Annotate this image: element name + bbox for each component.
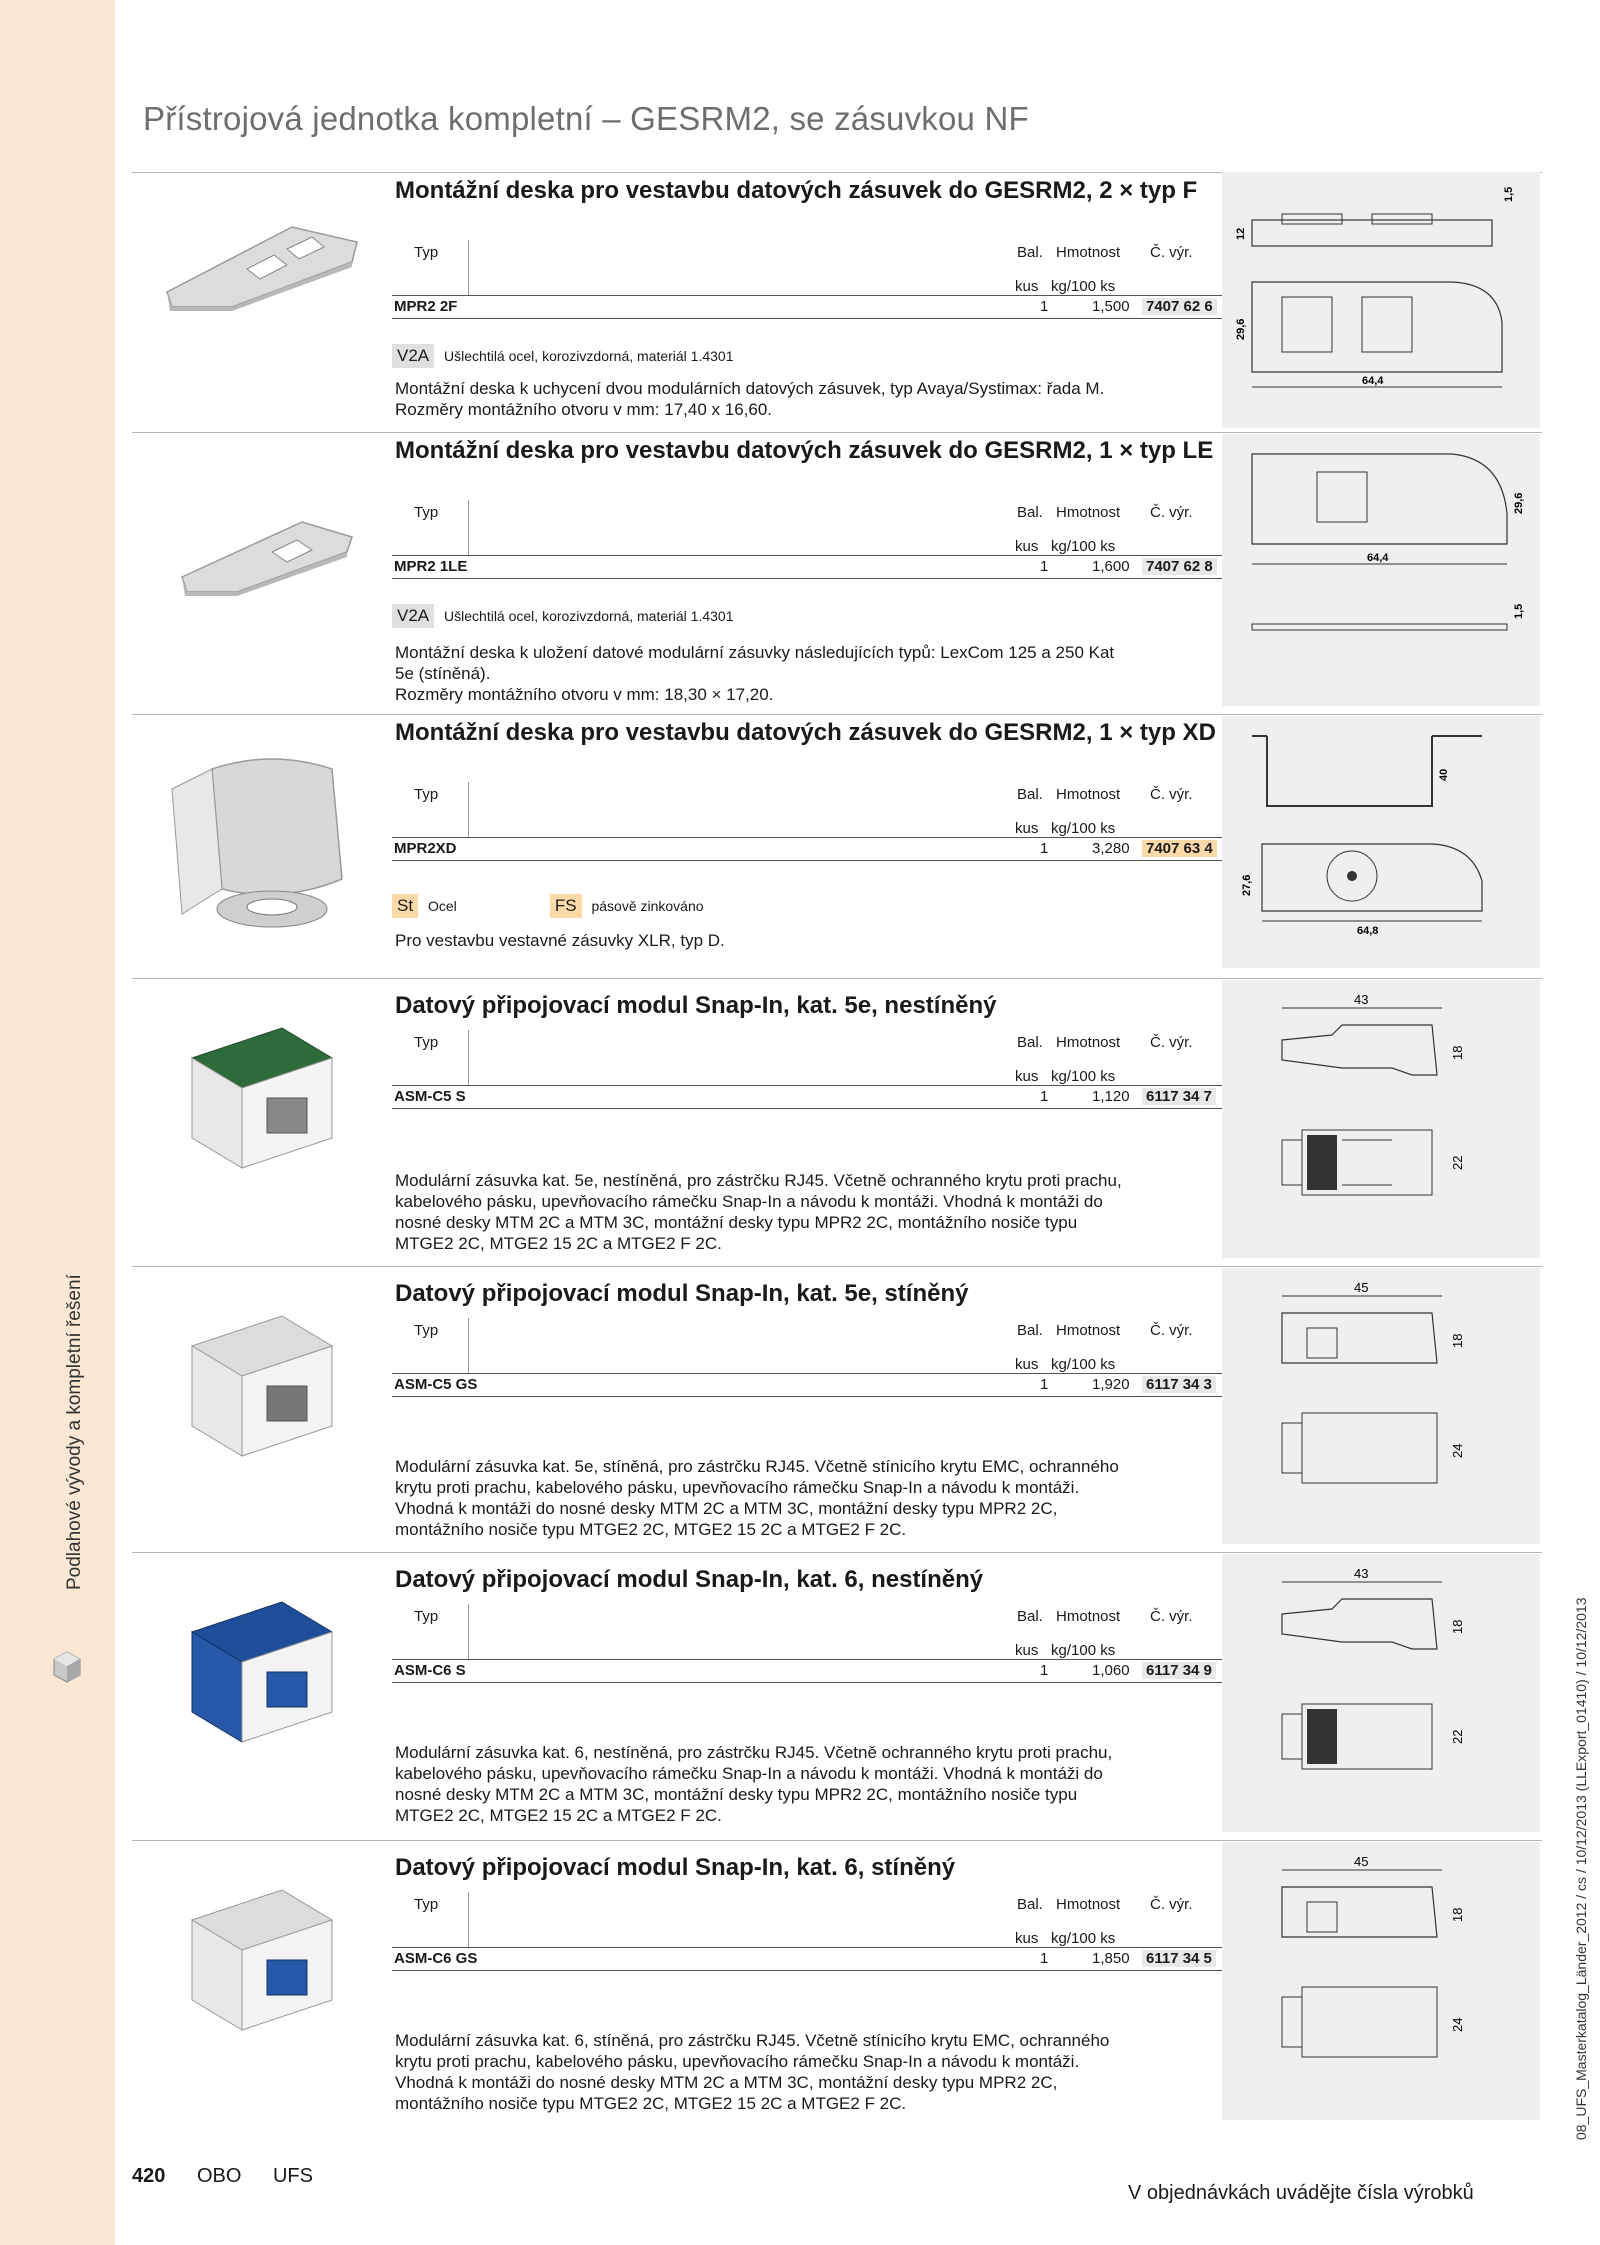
header-cislo: Č. výr. xyxy=(1150,1608,1193,1625)
header-typ: Typ xyxy=(414,1034,439,1051)
product-weight: 1,920 xyxy=(1092,1376,1130,1393)
material-tag: V2A xyxy=(392,604,434,628)
unit-hmotnost: kg/100 ks xyxy=(1051,1068,1116,1085)
dim-label: 43 xyxy=(1354,992,1369,1007)
product-type-code: ASM-C6 GS xyxy=(394,1950,478,1967)
desc-line: Modulární zásuvka kat. 6, stíněná, pro zástrčku RJ45. Včetně stínicího krytu EMC, ochranného xyxy=(395,2031,1110,2050)
product-section-asm-c5-gs xyxy=(132,1266,1542,1550)
material-text: Ušlechtilá ocel, korozivzdorná, materiál 1.4301 xyxy=(444,608,734,624)
product-weight: 1,060 xyxy=(1092,1662,1130,1679)
product-weight: 1,120 xyxy=(1092,1088,1130,1105)
footer-left xyxy=(132,2165,313,2188)
product-type-code: MPR2XD xyxy=(394,840,457,857)
product-description xyxy=(395,1170,1355,1254)
row-rule xyxy=(392,578,1345,579)
desc-line: montážního nosiče typu MTGE2 2C, MTGE2 15 2C a MTGE2 F 2C. xyxy=(395,2094,907,2113)
product-section-asm-c6-s xyxy=(132,1552,1542,1838)
unit-hmotnost: kg/100 ks xyxy=(1051,538,1116,555)
desc-line: Modulární zásuvka kat. 5e, stíněná, pro zástrčku RJ45. Včetně stínicího krytu EMC, ochranného xyxy=(395,1457,1119,1476)
dim-label: 22 xyxy=(1450,1155,1465,1170)
column-divider xyxy=(468,500,469,555)
technical-drawing-c6gs xyxy=(1222,1842,1540,2120)
product-number: 6117 34 7 xyxy=(1142,1088,1216,1105)
product-photo-module-c5gs xyxy=(152,1306,382,1491)
desc-line: MTGE2 2C, MTGE2 15 2C a MTGE2 F 2C. xyxy=(395,1234,722,1253)
product-section-asm-c5-s xyxy=(132,978,1542,1264)
side-category-label: Podlahové vývody a kompletní řešení xyxy=(64,1274,85,1590)
product-type-code: ASM-C5 GS xyxy=(394,1376,478,1393)
dim-label: 12 xyxy=(1235,227,1247,240)
technical-drawing-c5gs xyxy=(1222,1268,1540,1544)
unit-bal: kus xyxy=(1015,1642,1039,1659)
unit-bal: kus xyxy=(1015,538,1039,555)
product-section-asm-c6-gs xyxy=(132,1840,1542,2130)
product-weight: 1,850 xyxy=(1092,1950,1130,1967)
dim-label: 24 xyxy=(1450,1443,1465,1458)
product-table xyxy=(392,1892,1345,1992)
row-rule xyxy=(392,555,1345,556)
header-bal: Bal. xyxy=(1017,1608,1043,1625)
column-divider xyxy=(468,782,469,837)
row-rule xyxy=(392,1396,1345,1397)
footer-series: UFS xyxy=(272,2165,313,2187)
catalog-export-label: 08_UFS_Masterkatalog_Länder_2012 / cs / 10/12/2013 (LLExport_01410) / 10/12/2013 xyxy=(1573,1597,1589,2140)
unit-bal: kus xyxy=(1015,278,1039,295)
unit-bal: kus xyxy=(1015,1356,1039,1373)
section-title: Datový připojovací modul Snap-In, kat. 6, stíněný xyxy=(395,1854,956,1881)
dim-label: 64,8 xyxy=(1357,925,1379,937)
dim-label: 1,5 xyxy=(1503,186,1515,202)
product-weight: 1,500 xyxy=(1092,298,1130,315)
material-line xyxy=(392,604,734,628)
header-bal: Bal. xyxy=(1017,244,1043,261)
section-title: Datový připojovací modul Snap-In, kat. 5e, nestíněný xyxy=(395,992,997,1019)
desc-line: Modulární zásuvka kat. 6, nestíněná, pro zástrčku RJ45. Včetně ochranného krytu proti prachu, xyxy=(395,1743,1113,1762)
technical-drawing-c6s xyxy=(1222,1554,1540,1832)
section-title: Montážní deska pro vestavbu datových zásuvek do GESRM2, 1 × typ LE xyxy=(395,437,1214,464)
desc-line: Vhodná k montáži do nosné desky MTM 2C a MTM 3C, montážní desky typu MPR2 2C, xyxy=(395,2073,1058,2092)
footer-order-note: V objednávkách uvádějte čísla výrobků xyxy=(1128,2182,1474,2204)
desc-line: 5e (stíněná). xyxy=(395,664,491,683)
product-type-code: MPR2 2F xyxy=(394,298,458,315)
material-line xyxy=(392,344,734,368)
column-divider xyxy=(468,1604,469,1659)
row-rule xyxy=(392,318,1345,319)
product-number: 7407 62 8 xyxy=(1142,558,1217,575)
dim-label: 24 xyxy=(1450,2017,1465,2032)
header-typ: Typ xyxy=(414,786,439,803)
page-title: Přístrojová jednotka kompletní – GESRM2, se zásuvkou NF xyxy=(143,100,1029,137)
material-tag: St xyxy=(392,894,418,918)
product-type-code: ASM-C5 S xyxy=(394,1088,466,1105)
product-type-code: MPR2 1LE xyxy=(394,558,468,575)
desc-line: krytu proti prachu, kabelového pásku, upevňovacího rámečku Snap-In a návodu k montáži. xyxy=(395,2052,1080,2071)
column-divider xyxy=(468,1318,469,1373)
dim-label: 64,4 xyxy=(1362,375,1384,387)
dim-label: 29,6 xyxy=(1513,492,1525,514)
column-divider xyxy=(468,1892,469,1947)
dim-label: 22 xyxy=(1450,1729,1465,1744)
product-bal: 1 xyxy=(1040,1088,1049,1105)
technical-drawing-c5s xyxy=(1222,980,1540,1258)
product-number: 6117 34 9 xyxy=(1142,1662,1216,1679)
desc-line: nosné desky MTM 2C a MTM 3C, montážní desky typu MPR2 2C, montážního nosiče typu xyxy=(395,1785,1078,1804)
product-description xyxy=(395,642,1355,705)
product-table xyxy=(392,782,1345,882)
technical-drawing-xd xyxy=(1222,716,1540,968)
header-cislo: Č. výr. xyxy=(1150,1896,1193,1913)
row-rule xyxy=(392,1970,1345,1971)
header-cislo: Č. výr. xyxy=(1150,1322,1193,1339)
dim-label: 18 xyxy=(1450,1907,1465,1922)
product-photo-module-c6gs xyxy=(152,1880,382,2065)
row-rule xyxy=(392,1108,1345,1109)
header-hmotnost: Hmotnost xyxy=(1056,244,1121,261)
dim-label: 43 xyxy=(1354,1566,1369,1581)
desc-line: montážního nosiče typu MTGE2 2C, MTGE2 15 2C a MTGE2 F 2C. xyxy=(395,1520,907,1539)
unit-bal: kus xyxy=(1015,820,1039,837)
product-description xyxy=(395,930,1355,951)
desc-line: MTGE2 2C, MTGE2 15 2C a MTGE2 F 2C. xyxy=(395,1806,722,1825)
footer-brand: OBO xyxy=(196,2165,242,2187)
product-bal: 1 xyxy=(1040,1950,1049,1967)
row-rule xyxy=(392,1085,1345,1086)
product-table xyxy=(392,1030,1345,1130)
dim-label: 45 xyxy=(1354,1280,1369,1295)
header-hmotnost: Hmotnost xyxy=(1056,1608,1121,1625)
material-text: Ušlechtilá ocel, korozivzdorná, materiál 1.4301 xyxy=(444,348,734,364)
technical-drawing-2f xyxy=(1222,172,1540,428)
product-table xyxy=(392,1318,1345,1418)
product-table xyxy=(392,1604,1345,1704)
desc-line: Rozměry montážního otvoru v mm: 18,30 × 17,20. xyxy=(395,685,774,704)
unit-bal: kus xyxy=(1015,1068,1039,1085)
dim-label: 1,5 xyxy=(1513,603,1525,619)
header-hmotnost: Hmotnost xyxy=(1056,786,1121,803)
unit-hmotnost: kg/100 ks xyxy=(1051,1930,1116,1947)
header-cislo: Č. výr. xyxy=(1150,1034,1193,1051)
desc-line: krytu proti prachu, kabelového pásku, upevňovacího rámečku Snap-In a návodu k montáži. xyxy=(395,1478,1080,1497)
dim-label: 45 xyxy=(1354,1854,1369,1869)
product-description xyxy=(395,1742,1355,1826)
header-typ: Typ xyxy=(414,1608,439,1625)
product-number: 7407 63 4 xyxy=(1142,840,1217,857)
dim-label: 18 xyxy=(1450,1333,1465,1348)
product-bal: 1 xyxy=(1040,840,1049,857)
product-bal: 1 xyxy=(1040,1376,1049,1393)
product-table xyxy=(392,240,1345,340)
header-typ: Typ xyxy=(414,1896,439,1913)
desc-line: Rozměry montážního otvoru v mm: 17,40 x 16,60. xyxy=(395,400,773,419)
header-typ: Typ xyxy=(414,1322,439,1339)
header-bal: Bal. xyxy=(1017,1034,1043,1051)
row-rule xyxy=(392,1659,1345,1660)
unit-hmotnost: kg/100 ks xyxy=(1051,1356,1116,1373)
header-cislo: Č. výr. xyxy=(1150,504,1193,521)
header-cislo: Č. výr. xyxy=(1150,786,1193,803)
section-title: Datový připojovací modul Snap-In, kat. 6, nestíněný xyxy=(395,1566,984,1593)
unit-hmotnost: kg/100 ks xyxy=(1051,820,1116,837)
product-photo-plate-le xyxy=(152,492,382,607)
unit-hmotnost: kg/100 ks xyxy=(1051,1642,1116,1659)
product-weight: 1,600 xyxy=(1092,558,1130,575)
product-bal: 1 xyxy=(1040,558,1049,575)
desc-line: Montážní deska k uložení datové modulární zásuvky následujících typů: LexCom 125 a 250 Kat xyxy=(395,643,1115,662)
left-sidebar xyxy=(0,0,115,2245)
header-hmotnost: Hmotnost xyxy=(1056,504,1121,521)
product-type-code: ASM-C6 S xyxy=(394,1662,466,1679)
header-typ: Typ xyxy=(414,244,439,261)
desc-line: kabelového pásku, upevňovacího rámečku Snap-In a návodu k montáži. Vhodná k montáži do xyxy=(395,1192,1103,1211)
row-rule xyxy=(392,295,1345,296)
product-description xyxy=(395,378,1355,420)
page-number: 420 xyxy=(132,2165,166,2187)
row-rule xyxy=(392,1373,1345,1374)
product-photo-plate-2f xyxy=(152,207,382,322)
product-description xyxy=(395,2030,1355,2114)
product-number: 6117 34 5 xyxy=(1142,1950,1216,1967)
desc-line: nosné desky MTM 2C a MTM 3C, montážní desky typu MPR2 2C, montážního nosiče typu xyxy=(395,1213,1078,1232)
row-rule xyxy=(392,837,1345,838)
dim-label: 64,4 xyxy=(1367,552,1389,564)
finish-text: pásově zinkováno xyxy=(591,898,704,914)
product-section-mpr2xd xyxy=(132,714,1542,976)
header-cislo: Č. výr. xyxy=(1150,244,1193,261)
header-hmotnost: Hmotnost xyxy=(1056,1322,1121,1339)
product-photo-plate-xd xyxy=(152,739,382,944)
section-title: Datový připojovací modul Snap-In, kat. 5e, stíněný xyxy=(395,1280,969,1307)
desc-line: kabelového pásku, upevňovacího rámečku Snap-In a návodu k montáži. Vhodná k montáži do xyxy=(395,1764,1103,1783)
row-rule xyxy=(392,1947,1345,1948)
desc-line: Pro vestavbu vestavné zásuvky XLR, typ D. xyxy=(395,931,725,950)
product-section-mpr2-2f xyxy=(132,172,1542,430)
product-number: 6117 34 3 xyxy=(1142,1376,1216,1393)
section-title: Montážní deska pro vestavbu datových zásuvek do GESRM2, 1 × typ XD xyxy=(395,719,1216,746)
dim-label: 27,6 xyxy=(1241,874,1253,896)
dim-label: 29,6 xyxy=(1235,318,1247,340)
header-bal: Bal. xyxy=(1017,504,1043,521)
header-hmotnost: Hmotnost xyxy=(1056,1896,1121,1913)
product-description xyxy=(395,1456,1355,1540)
column-divider xyxy=(468,240,469,295)
technical-drawing-le xyxy=(1222,434,1540,706)
header-bal: Bal. xyxy=(1017,786,1043,803)
finish-tag: FS xyxy=(550,894,582,918)
obo-cube-icon xyxy=(52,1650,82,1689)
product-table xyxy=(392,500,1345,600)
dim-label: 18 xyxy=(1450,1045,1465,1060)
material-tag: V2A xyxy=(392,344,434,368)
product-photo-module-c5s xyxy=(152,1018,382,1203)
header-bal: Bal. xyxy=(1017,1896,1043,1913)
desc-line: Modulární zásuvka kat. 5e, nestíněná, pro zástrčku RJ45. Včetně ochranného krytu proti prachu, xyxy=(395,1171,1122,1190)
unit-hmotnost: kg/100 ks xyxy=(1051,278,1116,295)
column-divider xyxy=(468,1030,469,1085)
row-rule xyxy=(392,860,1345,861)
material-text: Ocel xyxy=(427,898,457,914)
material-line xyxy=(392,894,704,918)
dim-label: 40 xyxy=(1438,768,1450,781)
product-photo-module-c6s xyxy=(152,1592,382,1777)
header-hmotnost: Hmotnost xyxy=(1056,1034,1121,1051)
product-weight: 3,280 xyxy=(1092,840,1130,857)
row-rule xyxy=(392,1682,1345,1683)
product-bal: 1 xyxy=(1040,1662,1049,1679)
desc-line: Montážní deska k uchycení dvou modulárních datových zásuvek, typ Avaya/Systimax: řada M. xyxy=(395,379,1105,398)
dim-label: 18 xyxy=(1450,1619,1465,1634)
unit-bal: kus xyxy=(1015,1930,1039,1947)
product-number: 7407 62 6 xyxy=(1142,298,1217,315)
product-section-mpr2-1le xyxy=(132,432,1542,712)
desc-line: Vhodná k montáži do nosné desky MTM 2C a MTM 3C, montážní desky typu MPR2 2C, xyxy=(395,1499,1058,1518)
section-title: Montážní deska pro vestavbu datových zásuvek do GESRM2, 2 × typ F xyxy=(395,177,1198,204)
product-bal: 1 xyxy=(1040,298,1049,315)
header-bal: Bal. xyxy=(1017,1322,1043,1339)
header-typ: Typ xyxy=(414,504,439,521)
